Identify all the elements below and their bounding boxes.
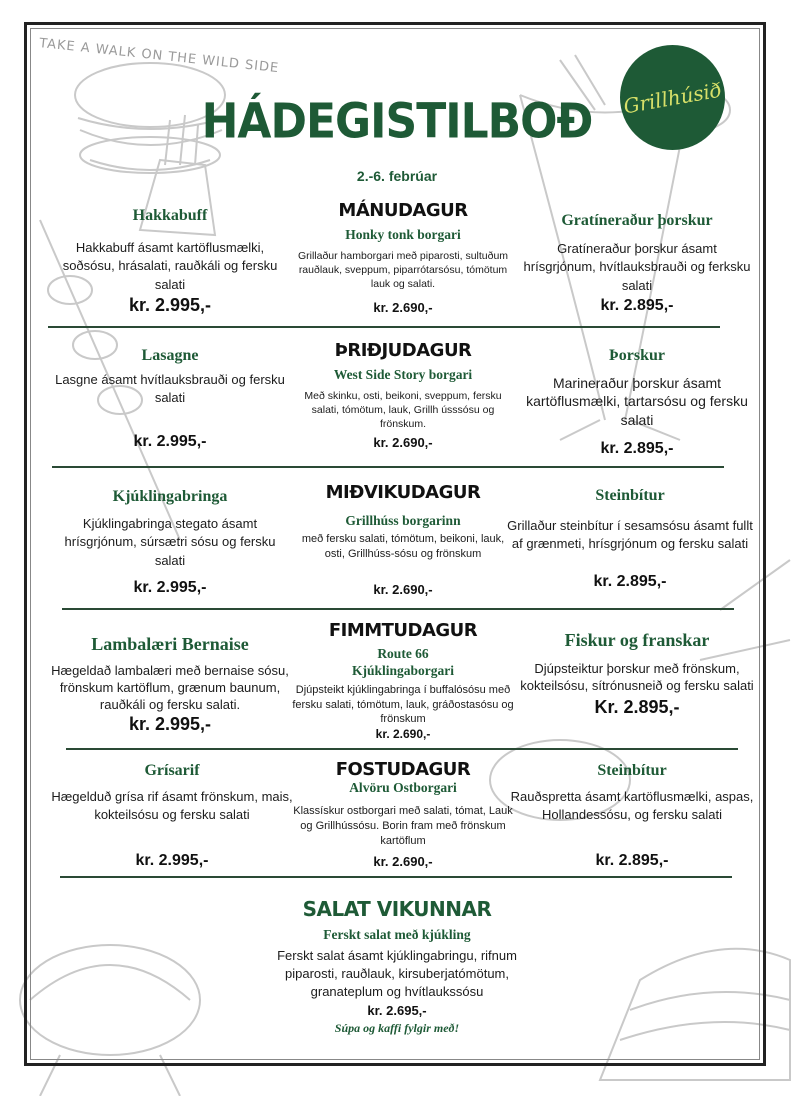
weekday-heading: MÁNUDAGUR	[338, 200, 468, 221]
weekly-salad-heading: SALAT VIKUNNAR	[302, 897, 492, 921]
daily-dish-price: kr. 2.690,-	[373, 300, 433, 316]
daily-dish-description: Klassískur ostborgari með salati, tómat, Lauk og Grillhússósu. Borin fram með frönskum kartöflum	[293, 804, 513, 847]
dish-name: Steinbítur	[597, 762, 667, 779]
dish-price: kr. 2.895,-	[593, 573, 667, 591]
menu-item-left-2	[50, 346, 290, 451]
dish-name: Fiskur og franskar	[564, 630, 710, 650]
menu-item-day-2	[296, 340, 510, 450]
daily-dish-name: Route 66	[377, 646, 429, 661]
dish-name: Lasagne	[141, 347, 199, 364]
daily-dish-price: kr. 2.690,-	[373, 853, 433, 869]
daily-dish-name: Grillhúss borgarinn	[345, 513, 461, 528]
page-title: HÁDEGISTILBOÐ	[201, 93, 593, 150]
menu-item-day-1	[296, 200, 510, 315]
daily-dish-subname: Kjúklingaborgari	[351, 662, 454, 678]
daily-dish-description: Djúpsteikt kjúklingabringa í buffalósósu með fersku salati, tómötum, lauk, gráðostasósu og frönskum	[292, 683, 514, 726]
menu-item-right-1	[520, 211, 754, 315]
dish-name: Grísarif	[144, 762, 200, 779]
dish-price: Kr. 2.895,-	[594, 696, 680, 717]
dish-price: kr. 2.895,-	[600, 440, 674, 458]
weekday-heading: FIMMTUDAGUR	[328, 620, 478, 641]
dish-price: kr. 2.995,-	[128, 294, 212, 315]
menu-item-left-1	[50, 206, 290, 316]
weekday-heading: ÞRIÐJUDAGUR	[334, 340, 472, 361]
dish-price: kr. 2.995,-	[135, 852, 209, 870]
weekday-heading: MIÐVIKUDAGUR	[325, 482, 481, 503]
divider	[62, 608, 734, 610]
divider	[60, 876, 732, 878]
dish-name: Hakkabuff	[132, 207, 208, 224]
menu-item-day-5	[286, 759, 520, 869]
dish-name: Gratíneraður þorskur	[561, 212, 713, 229]
menu-item-left-3	[50, 487, 290, 597]
daily-dish-description: Með skinku, osti, beikoni, sveppum, fersku salati, tómötum, lauk, Grillh ússsósu og frönskum.	[304, 389, 502, 431]
dish-price: kr. 2.895,-	[600, 296, 674, 314]
dish-name: Lambalæri Bernaise	[91, 634, 249, 654]
daily-dish-price: kr. 2.690,-	[373, 434, 433, 450]
dish-price: kr. 2.995,-	[128, 714, 212, 735]
menu-item-right-5	[506, 761, 758, 870]
dish-description: Grillaður steinbítur í sesamsósu ásamt fullt af grænmeti, hrísgrjónum og fersku salati	[507, 518, 753, 552]
daily-dish-price: kr. 2.690,-	[375, 727, 431, 742]
weekly-salad-price: kr. 2.695,-	[367, 1003, 427, 1018]
dish-name: Steinbítur	[595, 487, 665, 504]
tagline: TAKE A WALK ON THE WILD SIDE	[38, 36, 280, 77]
dish-price: kr. 2.895,-	[595, 852, 669, 870]
dish-description: Djúpsteiktur þorskur með frönskum, kokteilsósu, sítrónusneið og fersku salati	[520, 660, 754, 694]
dish-price: kr. 2.995,-	[133, 433, 207, 451]
dish-description: Marineraður þorskur ásamt kartöflusmælki, tartarsósu og fersku salati	[526, 375, 748, 428]
daily-dish-name: Honky tonk borgari	[345, 227, 461, 242]
dish-name: Kjúklingabringa	[112, 488, 228, 505]
menu-item-right-4	[520, 630, 754, 718]
dish-description: Lasgne ásamt hvítlauksbrauði og fersku salati	[55, 372, 285, 406]
dish-description: Gratíneraður þorskur ásamt hrísgrjónum, hvítlauksbrauði og ferksku salati	[523, 241, 751, 293]
dish-description: Hægeldað lambalæri með bernaise sósu, frönskum kartöflum, grænum baunum, rauðkáli og fersku salati.	[51, 662, 289, 713]
menu-item-left-5	[50, 761, 294, 870]
weekly-salad-name: Ferskt salat með kjúkling	[323, 927, 471, 942]
dish-price: kr. 2.995,-	[133, 579, 207, 597]
daily-dish-name: West Side Story borgari	[333, 367, 473, 382]
soup-coffee-note: Súpa og kaffi fylgir með!	[334, 1021, 460, 1035]
menu-item-right-3	[502, 486, 758, 591]
daily-dish-description: með fersku salati, tómötum, beikoni, lauk, osti, Grillhúss-sósu og frönskum	[301, 532, 505, 560]
divider	[48, 326, 720, 328]
menu-item-day-3	[292, 482, 514, 597]
divider	[52, 466, 724, 468]
dish-description: Rauðspretta ásamt kartöflusmælki, aspas, Hollandessósu, og fersku salati	[510, 789, 754, 823]
date-range: 2.-6. febrúar	[356, 168, 438, 184]
dish-description: Hægelduð grísa rif ásamt frönskum, mais, kokteilsósu og fersku salati	[51, 789, 293, 823]
weekly-salad-description: Ferskt salat ásamt kjúklingabringu, rifnum piparosti, rauðlauk, kirsuberjatómötum, granateplum og hvítlaukssósu	[277, 948, 517, 1000]
daily-dish-price: kr. 2.690,-	[373, 581, 433, 597]
daily-dish-description: Grillaður hamborgari með piparosti, sultuðum rauðlauk, sveppum, piparrótarsósu, tómötum lauk og salati.	[297, 249, 509, 291]
logo-text: Grillhúsið	[621, 77, 724, 118]
divider	[66, 748, 738, 750]
weekday-heading: FOSTUDAGUR	[335, 759, 471, 780]
menu-item-right-2	[520, 346, 754, 458]
menu-item-left-4	[48, 634, 292, 735]
daily-dish-name: Alvöru Ostborgari	[349, 780, 457, 795]
dish-description: Kjúklingabringa stegato ásamt hrísgrjónum, súrsætri sósu og fersku salati	[64, 516, 276, 568]
dish-name: Þorskur	[609, 347, 665, 364]
dish-description: Hakkabuff ásamt kartöflusmælki, soðsósu, hrásalati, rauðkáli og fersku salati	[62, 240, 278, 292]
menu-item-day-4	[292, 620, 514, 741]
